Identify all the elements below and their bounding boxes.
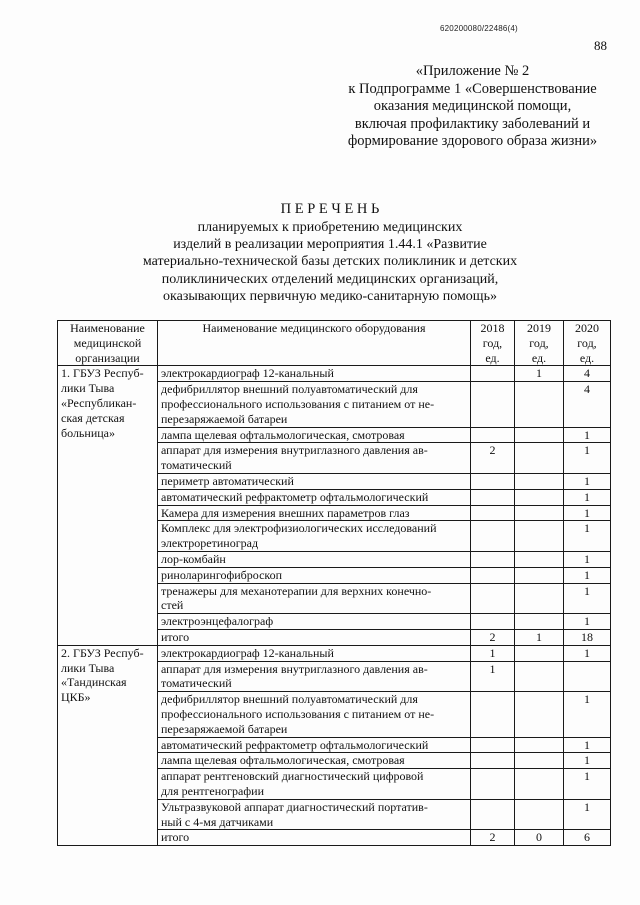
qty-2018-cell [471, 551, 515, 567]
qty-2019-cell [515, 753, 564, 769]
equipment-name-cell: лампа щелевая офтальмологическая, смотровая [158, 427, 471, 443]
qty-2018-cell [471, 567, 515, 583]
qty-2018-cell [471, 753, 515, 769]
subtitle-line: планируемых к приобретению медицинских [197, 220, 463, 235]
subtitle-line: изделий в реализации мероприятия 1.44.1 «Развитие [173, 237, 487, 253]
subtitle-line: материально-технической базы детских поликлиник и детских [142, 254, 518, 270]
qty-2018-cell: 1 [471, 661, 515, 692]
qty-2020-cell: 18 [564, 629, 611, 645]
equipment-name-cell: дефибриллятор внешний полуавтоматический для профессионального использования с питанием от не- перезаряжаемой батареи [158, 692, 471, 737]
qty-2020-cell: 1 [564, 799, 611, 830]
subtitle-line: поликлинических отделений медицинских организаций, [161, 271, 499, 287]
equipment-name-cell: аппарат рентгеновский диагностический цифровой для рентгенографии [158, 769, 471, 800]
qty-2018-cell [471, 737, 515, 753]
qty-2020-cell: 1 [564, 692, 611, 737]
appendix-heading [330, 63, 615, 151]
equipment-name-cell: автоматический рефрактометр офтальмологический [158, 489, 471, 505]
qty-2020-cell: 1 [564, 427, 611, 443]
qty-2020-cell: 1 [564, 505, 611, 521]
qty-2019-cell [515, 473, 564, 489]
equipment-name-cell: лор-комбайн [158, 551, 471, 567]
qty-2018-cell: 2 [471, 629, 515, 645]
qty-2019-cell [515, 551, 564, 567]
appendix-line: оказания медицинской помощи, [373, 98, 572, 114]
qty-2019-cell [515, 583, 564, 614]
equipment-name-cell: электрокардиограф 12-канальный [158, 366, 471, 382]
equipment-name-cell: периметр автоматический [158, 473, 471, 489]
header-row [58, 321, 611, 366]
qty-2018-cell: 2 [471, 830, 515, 846]
qty-2020-cell [564, 661, 611, 692]
table-row [58, 366, 611, 382]
appendix-line: «Приложение № 2 [415, 63, 530, 79]
qty-2018-cell [471, 473, 515, 489]
equipment-name-cell: лампа щелевая офтальмологическая, смотровая [158, 753, 471, 769]
header-equipment: Наименование медицинского оборудования [158, 321, 471, 366]
qty-2018-cell: 2 [471, 443, 515, 474]
equipment-name-cell: аппарат для измерения внутриглазного давления ав- томатический [158, 443, 471, 474]
qty-2020-cell: 4 [564, 382, 611, 427]
qty-2018-cell [471, 769, 515, 800]
equipment-name-cell: дефибриллятор внешний полуавтоматический для профессионального использования с питанием от не- перезаряжаемой батареи [158, 382, 471, 427]
qty-2020-cell: 1 [564, 737, 611, 753]
equipment-name-cell: тренажеры для механотерапии для верхних конечно- стей [158, 583, 471, 614]
document-code: 620200080/22486(4) [440, 24, 518, 33]
equipment-name-cell: итого [158, 629, 471, 645]
equipment-name-cell: электроэнцефалограф [158, 614, 471, 630]
qty-2018-cell [471, 489, 515, 505]
header-2018: 2018 год, ед. [471, 321, 515, 366]
table-row [58, 645, 611, 661]
qty-2020-cell: 1 [564, 567, 611, 583]
qty-2019-cell [515, 489, 564, 505]
table-body [58, 366, 611, 846]
qty-2018-cell [471, 521, 515, 552]
header-organization: Наименование медицинской организации [58, 321, 158, 366]
equipment-name-cell: электрокардиограф 12-канальный [158, 645, 471, 661]
qty-2019-cell [515, 443, 564, 474]
qty-2019-cell [515, 799, 564, 830]
qty-2018-cell [471, 366, 515, 382]
qty-2019-cell [515, 521, 564, 552]
subtitle-line: оказывающих первичную медико-санитарную помощь» [163, 288, 497, 304]
qty-2019-cell [515, 505, 564, 521]
equipment-name-cell: риноларингофиброскоп [158, 567, 471, 583]
qty-2019-cell [515, 645, 564, 661]
organization-name-cell: 1. ГБУЗ Респуб- лики Тыва «Республикан- ская детская больница» [58, 366, 158, 645]
equipment-name-cell: аппарат для измерения внутриглазного давления ав- томатический [158, 661, 471, 692]
qty-2019-cell [515, 661, 564, 692]
equipment-name-cell: итого [158, 830, 471, 846]
qty-2018-cell [471, 614, 515, 630]
qty-2020-cell: 1 [564, 489, 611, 505]
equipment-name-cell: Ультразвуковой аппарат диагностический портатив- ный с 4-мя датчиками [158, 799, 471, 830]
appendix-line: формирование здорового образа жизни» [347, 133, 598, 149]
qty-2019-cell [515, 567, 564, 583]
qty-2018-cell: 1 [471, 645, 515, 661]
equipment-name-cell: автоматический рефрактометр офтальмологический [158, 737, 471, 753]
qty-2018-cell [471, 799, 515, 830]
qty-2018-cell [471, 505, 515, 521]
qty-2020-cell: 1 [564, 583, 611, 614]
appendix-line: включая профилактику заболеваний и [354, 115, 591, 132]
qty-2020-cell: 1 [564, 645, 611, 661]
qty-2019-cell: 1 [515, 366, 564, 382]
qty-2020-cell: 1 [564, 521, 611, 552]
qty-2018-cell [471, 583, 515, 614]
qty-2019-cell [515, 427, 564, 443]
qty-2020-cell: 1 [564, 443, 611, 474]
header-2019: 2019 год, ед. [515, 321, 564, 366]
qty-2018-cell [471, 382, 515, 427]
qty-2019-cell [515, 737, 564, 753]
qty-2019-cell [515, 382, 564, 427]
appendix-line: к Подпрограмме 1 «Совершенствование [348, 80, 597, 97]
equipment-table [57, 320, 611, 846]
qty-2020-cell: 1 [564, 614, 611, 630]
qty-2019-cell: 0 [515, 830, 564, 846]
qty-2019-cell [515, 692, 564, 737]
header-2020: 2020 год, ед. [564, 321, 611, 366]
document-subtitle [60, 219, 600, 305]
qty-2020-cell: 1 [564, 473, 611, 489]
qty-2019-cell [515, 614, 564, 630]
qty-2020-cell: 6 [564, 830, 611, 846]
qty-2019-cell: 1 [515, 629, 564, 645]
qty-2020-cell: 1 [564, 551, 611, 567]
table-header [58, 321, 611, 366]
qty-2018-cell [471, 692, 515, 737]
equipment-name-cell: Комплекс для электрофизиологических исследований электроретиноград [158, 521, 471, 552]
qty-2020-cell: 1 [564, 753, 611, 769]
qty-2019-cell [515, 769, 564, 800]
qty-2020-cell: 1 [564, 769, 611, 800]
document-title: П Е Р Е Ч Е Н Ь [280, 201, 380, 217]
organization-name-cell: 2. ГБУЗ Респуб- лики Тыва «Тандинская ЦКБ» [58, 645, 158, 845]
qty-2018-cell [471, 427, 515, 443]
equipment-name-cell: Камера для измерения внешних параметров глаз [158, 505, 471, 521]
page-number: 88 [594, 38, 607, 53]
qty-2020-cell: 4 [564, 366, 611, 382]
